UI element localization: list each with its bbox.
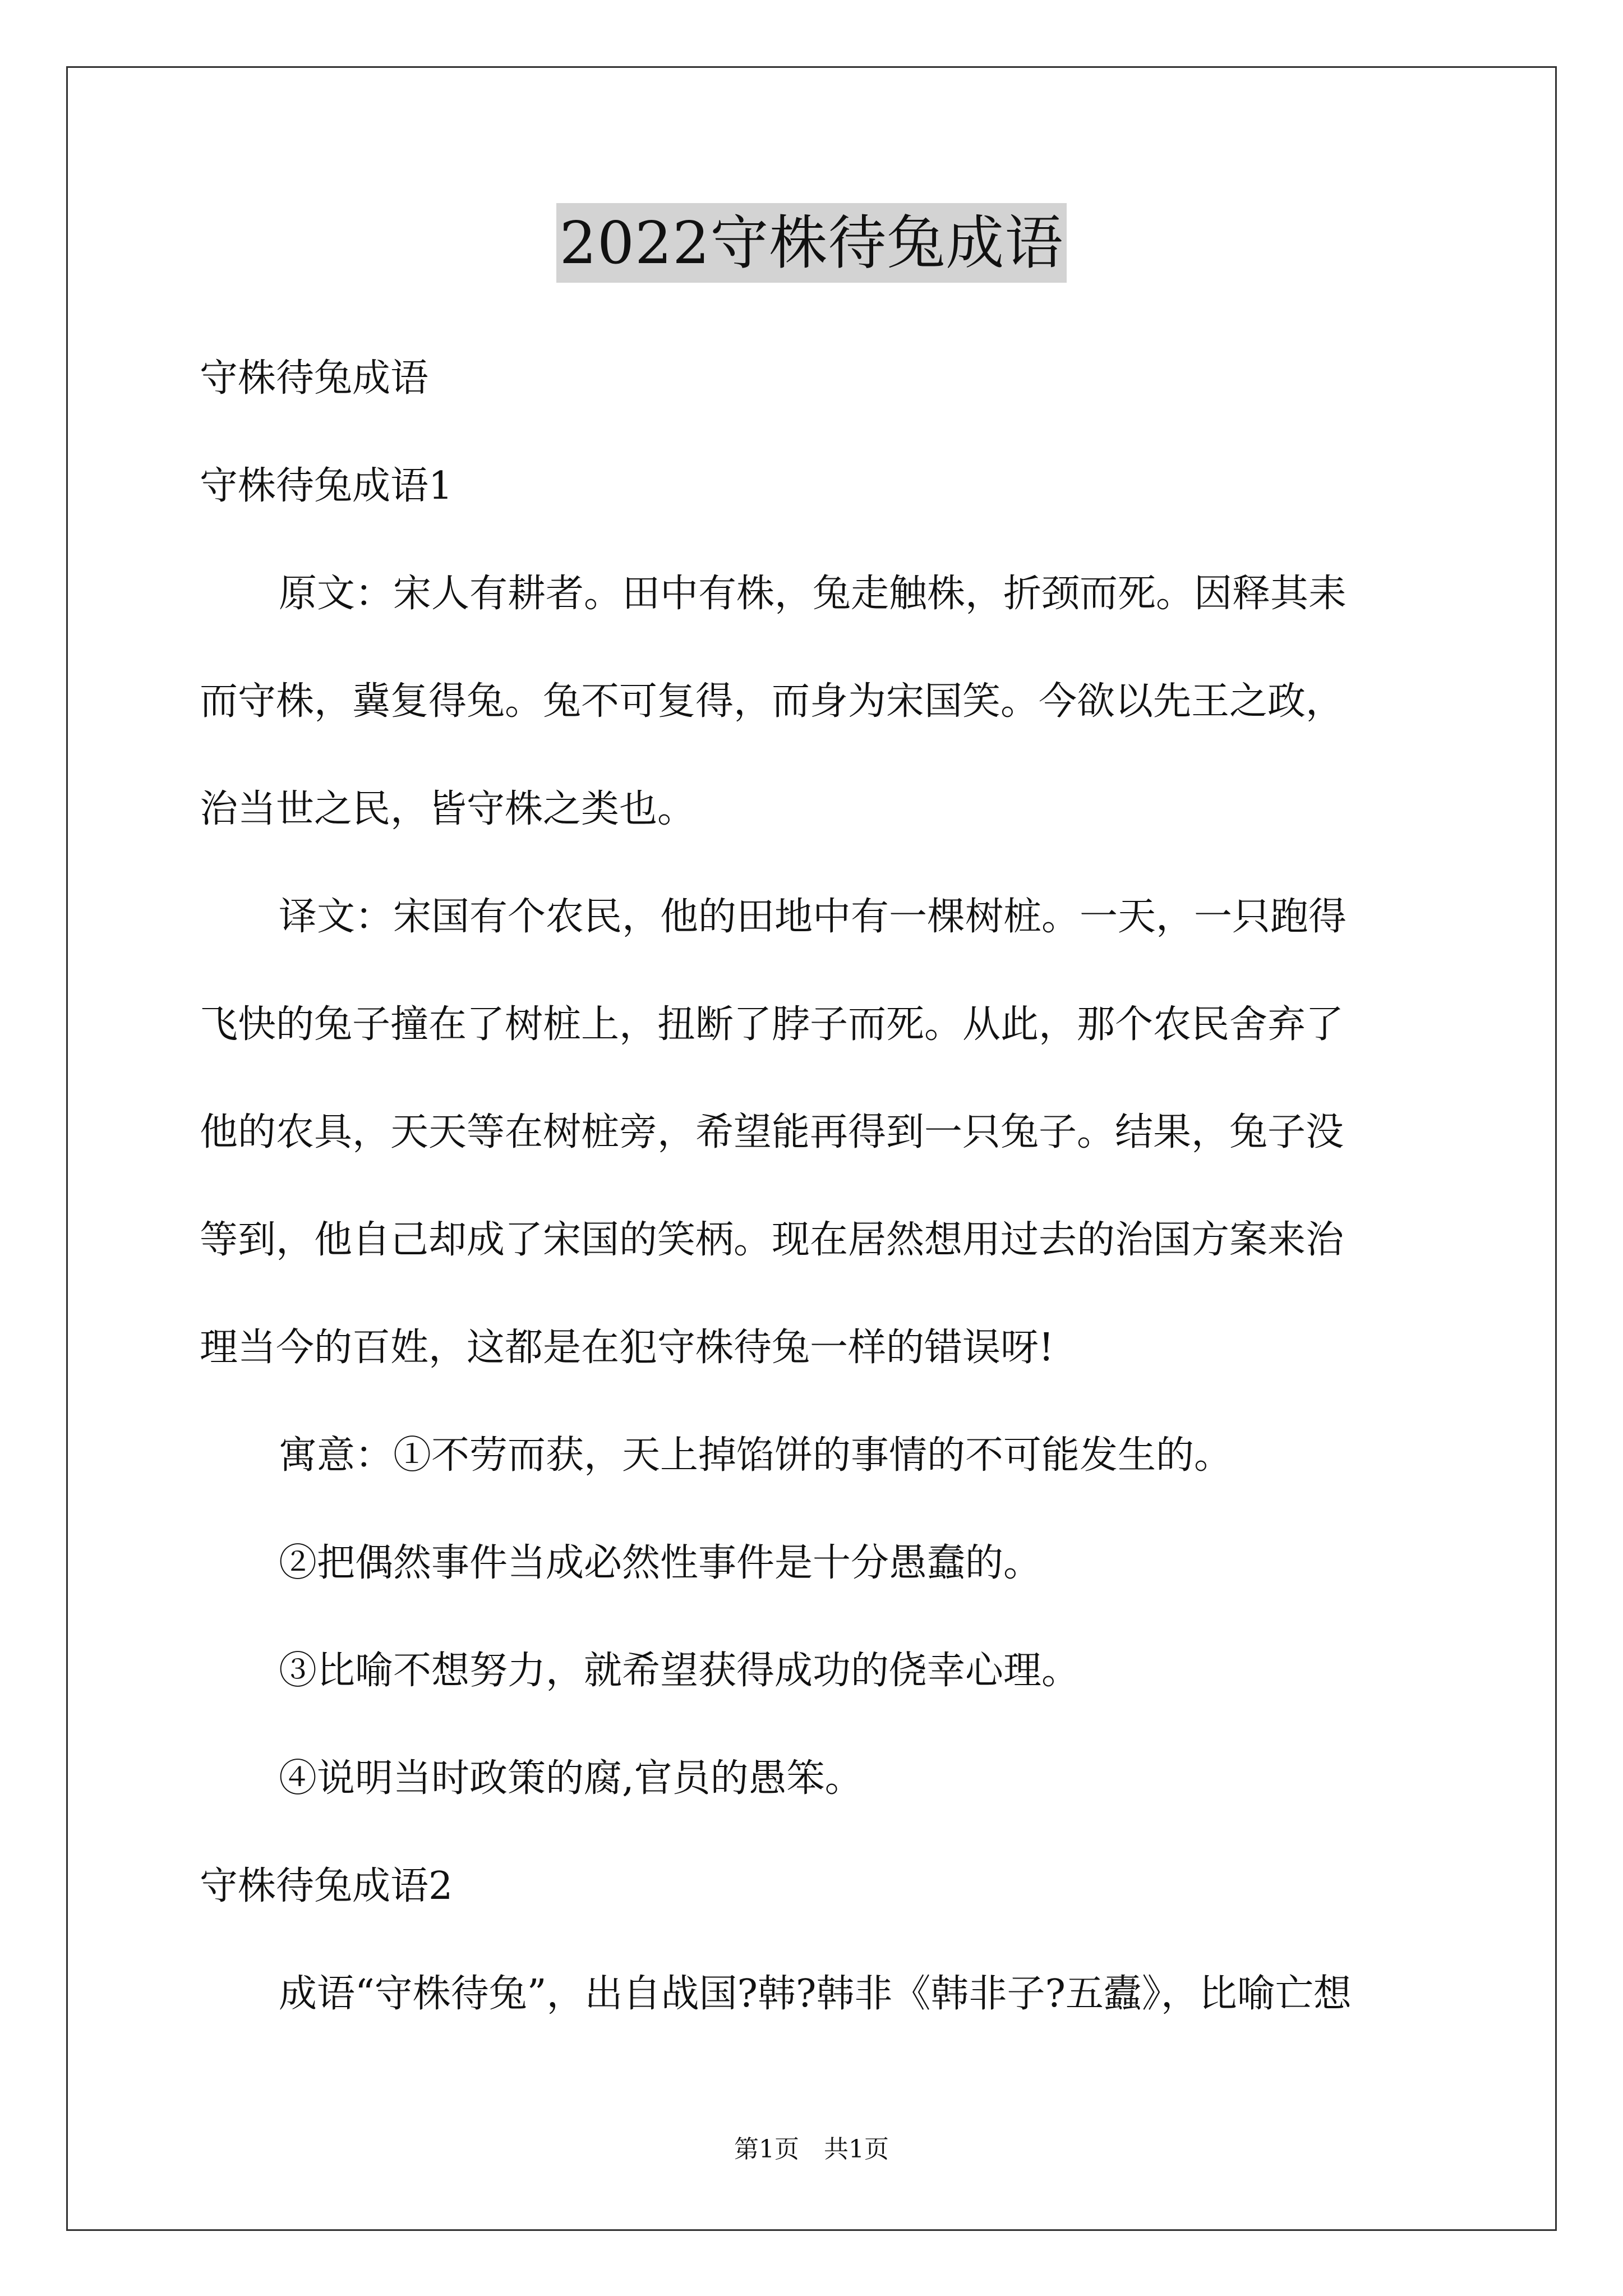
page-footer <box>0 2133 1623 2166</box>
heading-line: 守株待兔成语 <box>200 356 429 401</box>
paragraph-line: 治当世之民，皆守株之类也。 <box>200 787 696 831</box>
paragraph-line: 等到，他自己却成了宋国的笑柄。现在居然想用过去的治国方案来治 <box>200 1218 1344 1262</box>
paragraph-line: ③比喻不想努力，就希望获得成功的侥幸心理。 <box>279 1649 1080 1693</box>
page-number: 第1页 <box>734 2135 799 2164</box>
paragraph-line: 译文：宋国有个农民，他的田地中有一棵树桩。一天，一只跑得 <box>279 895 1347 939</box>
paragraph-line: ④说明当时政策的腐,官员的愚笨。 <box>279 1756 863 1801</box>
paragraph-line: 而守株，冀复得兔。兔不可复得，而身为宋国笑。今欲以先王之政， <box>200 679 1344 724</box>
paragraph-line: 飞快的兔子撞在了树桩上，扭断了脖子而死。从此，那个农民舍弃了 <box>200 1002 1344 1047</box>
paragraph-line: 理当今的百姓，这都是在犯守株待兔一样的错误呀! <box>200 1326 1054 1370</box>
section-heading-2: 守株待兔成语2 <box>200 1864 453 1908</box>
page-total: 共1页 <box>824 2135 889 2164</box>
paragraph-line: 原文：宋人有耕者。田中有株，兔走触株，折颈而死。因释其耒 <box>279 572 1347 616</box>
paragraph-line: 成语“守株待兔”，出自战国?韩?韩非《韩非子?五蠹》，比喻亡想 <box>279 1972 1352 2016</box>
paragraph-line: 他的农具，天天等在树桩旁，希望能再得到一只兔子。结果，兔子没 <box>200 1110 1344 1154</box>
document-title: 2022守株待兔成语 <box>556 203 1067 283</box>
title-container <box>0 203 1623 283</box>
paragraph-line: ②把偶然事件当成必然性事件是十分愚蠢的。 <box>279 1541 1042 1585</box>
paragraph-line: 寓意：①不劳而获，天上掉馅饼的事情的不可能发生的。 <box>279 1433 1233 1478</box>
section-heading-1: 守株待兔成语1 <box>200 464 453 508</box>
